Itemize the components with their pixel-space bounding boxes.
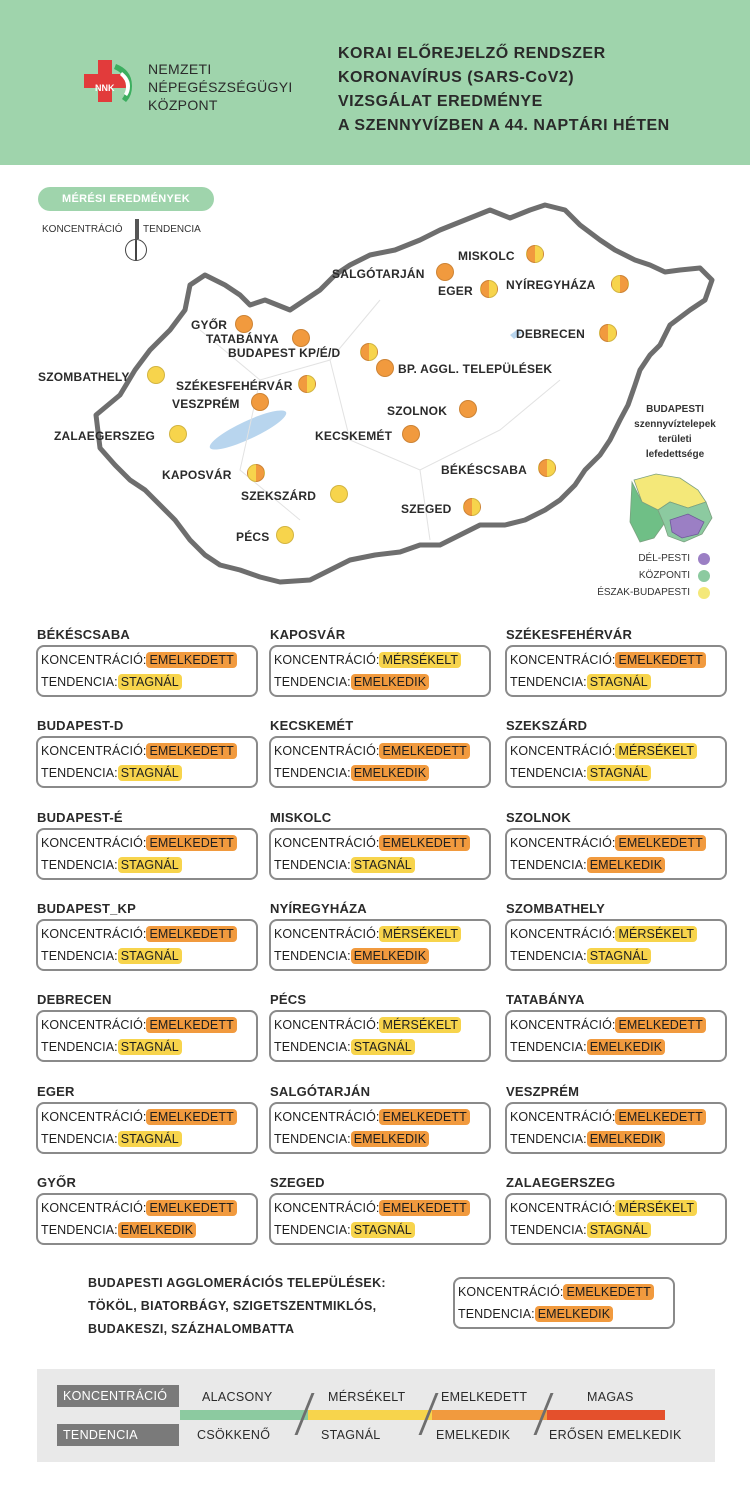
trend-row xyxy=(510,674,651,690)
status-dot-debrecen xyxy=(599,324,617,342)
station-title: SZEKSZÁRD xyxy=(506,718,588,733)
status-dot-szekesfehervar xyxy=(298,375,316,393)
nnk-cross-logo-icon xyxy=(78,58,140,112)
trend-row xyxy=(41,674,182,690)
concentration-prefix: KONCENTRÁCIÓ: xyxy=(41,744,147,758)
trend-row xyxy=(458,1306,613,1322)
concentration-prefix: KONCENTRÁCIÓ: xyxy=(274,927,380,941)
city-label-nyiregyhaza: NYÍREGYHÁZA xyxy=(506,278,596,292)
station-title: BUDAPEST-É xyxy=(37,810,123,825)
concentration-prefix: KONCENTRÁCIÓ: xyxy=(41,1201,147,1215)
legend-trend-emelkedik: EMELKEDIK xyxy=(436,1428,511,1442)
station-title: SZEGED xyxy=(270,1175,325,1190)
city-label-pecs: PÉCS xyxy=(236,530,270,544)
station-title: SALGÓTARJÁN xyxy=(270,1084,371,1099)
status-dot-nyiregyhaza xyxy=(611,275,629,293)
legend-trend-csokkeno: CSÖKKENŐ xyxy=(197,1428,271,1442)
status-dot-salgotarjan xyxy=(436,263,454,281)
trend-row xyxy=(510,1222,651,1238)
station-card xyxy=(505,1193,727,1245)
trend-row xyxy=(41,857,182,873)
budapest-coverage-line: szennyvíztelepek xyxy=(634,419,716,430)
legend-conc-emelkedett: EMELKEDETT xyxy=(441,1390,528,1404)
concentration-value: EMELKEDETT xyxy=(146,1109,236,1125)
city-label-bp-aggl: BP. AGGL. TELEPÜLÉSEK xyxy=(398,362,553,376)
status-dot-budapest xyxy=(360,343,378,361)
station-card xyxy=(36,1193,258,1245)
org-name-line: NEMZETI xyxy=(148,61,212,77)
concentration-row xyxy=(274,1200,470,1216)
concentration-value: EMELKEDETT xyxy=(615,1017,705,1033)
trend-prefix: TENDENCIA: xyxy=(274,858,351,872)
logo-badge-text: NNK xyxy=(95,83,115,93)
title-line: KORONAVÍRUS (SARS-CoV2) xyxy=(338,69,575,86)
station-title: BÉKÉSCSABA xyxy=(37,627,131,642)
city-label-szekesfehervar: SZÉKESFEHÉRVÁR xyxy=(176,379,293,393)
station-card xyxy=(269,919,491,971)
station-title: GYŐR xyxy=(37,1175,77,1190)
trend-prefix: TENDENCIA: xyxy=(41,1223,118,1237)
station-card xyxy=(269,736,491,788)
concentration-prefix: KONCENTRÁCIÓ: xyxy=(274,1018,380,1032)
station-title: DEBRECEN xyxy=(37,992,112,1007)
station-title: SZÉKESFEHÉRVÁR xyxy=(506,627,633,642)
trend-value: EMELKEDIK xyxy=(587,1039,665,1055)
trend-prefix: TENDENCIA: xyxy=(41,1132,118,1146)
concentration-prefix: KONCENTRÁCIÓ: xyxy=(510,653,616,667)
title-line: A SZENNYVÍZBEN A 44. NAPTÁRI HÉTEN xyxy=(338,117,670,134)
station-card xyxy=(505,828,727,880)
concentration-prefix: KONCENTRÁCIÓ: xyxy=(510,836,616,850)
legend-bar-green xyxy=(180,1410,308,1420)
station-title: VESZPRÉM xyxy=(506,1084,580,1099)
trend-value: EMELKEDIK xyxy=(535,1306,613,1322)
concentration-value: EMELKEDETT xyxy=(146,1017,236,1033)
bp-legend-del-pesti: DÉL-PESTI xyxy=(638,553,690,564)
trend-value: STAGNÁL xyxy=(587,1222,651,1238)
green-dot-icon xyxy=(698,570,710,582)
trend-prefix: TENDENCIA: xyxy=(274,1223,351,1237)
station-card xyxy=(36,1010,258,1062)
station-card xyxy=(505,736,727,788)
city-label-szombathely: SZOMBATHELY xyxy=(38,370,130,384)
legend-trend-erosen-emelkedik: ERŐSEN EMELKEDIK xyxy=(549,1428,682,1442)
concentration-prefix: KONCENTRÁCIÓ: xyxy=(41,927,147,941)
concentration-prefix: KONCENTRÁCIÓ: xyxy=(458,1285,564,1299)
station-title: EGER xyxy=(37,1084,75,1099)
concentration-row xyxy=(274,1017,461,1033)
trend-value: EMELKEDIK xyxy=(118,1222,196,1238)
trend-value: EMELKEDIK xyxy=(351,765,429,781)
trend-row xyxy=(274,1131,429,1147)
trend-prefix: TENDENCIA: xyxy=(510,858,587,872)
concentration-row xyxy=(510,1200,697,1216)
concentration-value: EMELKEDETT xyxy=(615,1109,705,1125)
concentration-prefix: KONCENTRÁCIÓ: xyxy=(41,836,147,850)
trend-row xyxy=(274,674,429,690)
trend-prefix: TENDENCIA: xyxy=(41,858,118,872)
trend-value: EMELKEDIK xyxy=(351,674,429,690)
trend-value: EMELKEDIK xyxy=(587,1131,665,1147)
status-dot-szeged xyxy=(463,498,481,516)
legend-conc-alacsony: ALACSONY xyxy=(202,1390,273,1404)
trend-prefix: TENDENCIA: xyxy=(41,766,118,780)
concentration-row xyxy=(41,652,237,668)
trend-prefix: TENDENCIA: xyxy=(274,949,351,963)
station-title: PÉCS xyxy=(270,992,307,1007)
city-label-debrecen: DEBRECEN xyxy=(516,327,585,341)
station-card xyxy=(269,828,491,880)
status-dot-zalaegerszeg xyxy=(169,425,187,443)
trend-value: STAGNÁL xyxy=(587,674,651,690)
city-label-bekescsaba: BÉKÉSCSABA xyxy=(441,463,528,477)
concentration-prefix: KONCENTRÁCIÓ: xyxy=(510,1110,616,1124)
concentration-row xyxy=(274,652,461,668)
budapest-coverage-map xyxy=(628,472,718,547)
trend-prefix: TENDENCIA: xyxy=(41,1040,118,1054)
station-card-agglomeration xyxy=(453,1277,675,1329)
concentration-prefix: KONCENTRÁCIÓ: xyxy=(41,1110,147,1124)
bp-legend-eszak-budapesti: ÉSZAK-BUDAPESTI xyxy=(597,587,690,598)
status-dot-miskolc xyxy=(526,245,544,263)
concentration-row xyxy=(510,926,697,942)
station-title: BUDAPEST-D xyxy=(37,718,124,733)
agglomeration-line: BUDAPESTI AGGLOMERÁCIÓS TELEPÜLÉSEK: xyxy=(88,1276,386,1290)
concentration-prefix: KONCENTRÁCIÓ: xyxy=(274,836,380,850)
trend-row xyxy=(510,1131,665,1147)
station-title: TATABÁNYA xyxy=(506,992,585,1007)
concentration-prefix: KONCENTRÁCIÓ: xyxy=(510,1018,616,1032)
trend-row xyxy=(41,1222,196,1238)
trend-prefix: TENDENCIA: xyxy=(510,1132,587,1146)
city-label-budapest: BUDAPEST KP/É/D xyxy=(228,346,341,360)
trend-value: STAGNÁL xyxy=(118,1131,182,1147)
city-label-szolnok: SZOLNOK xyxy=(387,404,448,418)
concentration-prefix: KONCENTRÁCIÓ: xyxy=(510,744,616,758)
trend-row xyxy=(41,948,182,964)
legend-concentration-title: KONCENTRÁCIÓ xyxy=(57,1385,179,1407)
key-concentration-label: KONCENTRÁCIÓ xyxy=(42,224,123,235)
title-line: VIZSGÁLAT EREDMÉNYE xyxy=(338,93,543,110)
concentration-row xyxy=(510,1017,706,1033)
trend-row xyxy=(510,1039,665,1055)
station-card xyxy=(269,1010,491,1062)
status-dot-kaposvar xyxy=(247,464,265,482)
concentration-prefix: KONCENTRÁCIÓ: xyxy=(41,653,147,667)
trend-row xyxy=(510,948,651,964)
trend-row xyxy=(274,1039,415,1055)
organization-name xyxy=(148,60,293,114)
concentration-prefix: KONCENTRÁCIÓ: xyxy=(510,1201,616,1215)
agglomeration-line: TÖKÖL, BIATORBÁGY, SZIGETSZENTMIKLÓS, xyxy=(88,1299,377,1313)
status-dot-szekszard xyxy=(330,485,348,503)
budapest-coverage-line: BUDAPESTI xyxy=(646,404,704,415)
city-label-eger: EGER xyxy=(438,284,473,298)
concentration-row xyxy=(41,1109,237,1125)
concentration-prefix: KONCENTRÁCIÓ: xyxy=(274,1201,380,1215)
station-card xyxy=(505,645,727,697)
yellow-dot-icon xyxy=(698,587,710,599)
city-label-tatabanya: TATABÁNYA xyxy=(206,332,279,346)
legend-bar-orange xyxy=(432,1410,547,1420)
concentration-prefix: KONCENTRÁCIÓ: xyxy=(274,653,380,667)
city-label-szeged: SZEGED xyxy=(401,502,452,516)
concentration-row xyxy=(41,835,237,851)
trend-prefix: TENDENCIA: xyxy=(274,675,351,689)
budapest-coverage-line: területi xyxy=(658,434,692,445)
trend-value: STAGNÁL xyxy=(118,765,182,781)
concentration-value: EMELKEDETT xyxy=(379,1109,469,1125)
concentration-value: EMELKEDETT xyxy=(563,1284,653,1300)
trend-prefix: TENDENCIA: xyxy=(274,766,351,780)
trend-row xyxy=(41,1039,182,1055)
trend-value: STAGNÁL xyxy=(351,857,415,873)
trend-row xyxy=(510,857,665,873)
city-label-zalaegerszeg: ZALAEGERSZEG xyxy=(54,429,156,443)
concentration-value: EMELKEDETT xyxy=(379,835,469,851)
trend-value: EMELKEDIK xyxy=(351,948,429,964)
concentration-row xyxy=(458,1284,654,1300)
station-card xyxy=(36,828,258,880)
station-card xyxy=(269,1102,491,1154)
station-card xyxy=(36,645,258,697)
station-card xyxy=(36,1102,258,1154)
concentration-value: EMELKEDETT xyxy=(146,652,236,668)
station-card xyxy=(269,645,491,697)
trend-value: STAGNÁL xyxy=(351,1039,415,1055)
station-title: BUDAPEST_KP xyxy=(37,901,136,916)
station-title: ZALAEGERSZEG xyxy=(506,1175,616,1190)
org-name-line: NÉPEGÉSZSÉGÜGYI xyxy=(148,79,293,95)
purple-dot-icon xyxy=(698,553,710,565)
bp-legend-kozponti: KÖZPONTI xyxy=(638,570,690,581)
title-line: KORAI ELŐREJELZŐ RENDSZER xyxy=(338,45,606,62)
trend-prefix: TENDENCIA: xyxy=(510,949,587,963)
trend-prefix: TENDENCIA: xyxy=(41,675,118,689)
concentration-prefix: KONCENTRÁCIÓ: xyxy=(41,1018,147,1032)
header-banner xyxy=(0,0,750,165)
concentration-row xyxy=(510,743,697,759)
legend-bar-red xyxy=(547,1410,665,1420)
city-label-szekszard: SZEKSZÁRD xyxy=(241,489,317,503)
station-title: MISKOLC xyxy=(270,810,332,825)
concentration-row xyxy=(274,835,470,851)
concentration-row xyxy=(41,1017,237,1033)
trend-value: STAGNÁL xyxy=(587,765,651,781)
trend-value: STAGNÁL xyxy=(118,1039,182,1055)
status-dot-gyor xyxy=(235,315,253,333)
concentration-prefix: KONCENTRÁCIÓ: xyxy=(510,927,616,941)
section-label-meresi: MÉRÉSI EREDMÉNYEK xyxy=(38,187,214,211)
trend-value: STAGNÁL xyxy=(587,948,651,964)
trend-prefix: TENDENCIA: xyxy=(510,1040,587,1054)
concentration-row xyxy=(274,926,461,942)
concentration-value: MÉRSÉKELT xyxy=(379,1017,461,1033)
trend-row xyxy=(274,765,429,781)
concentration-value: EMELKEDETT xyxy=(146,926,236,942)
trend-prefix: TENDENCIA: xyxy=(458,1307,535,1321)
trend-row xyxy=(41,765,182,781)
trend-row xyxy=(41,1131,182,1147)
status-dot-tatabanya xyxy=(292,329,310,347)
budapest-coverage-line: lefedettsége xyxy=(645,449,705,460)
city-label-veszprem: VESZPRÉM xyxy=(172,397,240,411)
trend-prefix: TENDENCIA: xyxy=(510,675,587,689)
concentration-row xyxy=(41,743,237,759)
status-dot-pecs xyxy=(276,526,294,544)
concentration-value: MÉRSÉKELT xyxy=(379,652,461,668)
status-dot-bp-aggl xyxy=(376,359,394,377)
concentration-value: MÉRSÉKELT xyxy=(379,926,461,942)
station-title: KECSKEMÉT xyxy=(270,718,354,733)
concentration-value: EMELKEDETT xyxy=(615,835,705,851)
concentration-value: EMELKEDETT xyxy=(146,743,236,759)
concentration-row xyxy=(510,652,706,668)
legend-conc-magas: MAGAS xyxy=(587,1390,634,1404)
concentration-value: MÉRSÉKELT xyxy=(615,743,697,759)
station-card xyxy=(36,736,258,788)
org-name-line: KÖZPONT xyxy=(148,97,218,113)
city-label-kaposvar: KAPOSVÁR xyxy=(162,468,232,482)
trend-value: STAGNÁL xyxy=(351,1222,415,1238)
status-dot-szombathely xyxy=(147,366,165,384)
key-trend-label: TENDENCIA xyxy=(143,224,201,235)
city-label-miskolc: MISKOLC xyxy=(458,249,515,263)
station-card xyxy=(505,1010,727,1062)
page-title xyxy=(338,42,670,138)
concentration-row xyxy=(510,1109,706,1125)
concentration-value: EMELKEDETT xyxy=(379,743,469,759)
city-label-salgotarjan: SALGÓTARJÁN xyxy=(332,267,425,281)
trend-row xyxy=(274,948,429,964)
station-title: NYÍREGYHÁZA xyxy=(270,901,367,916)
station-card xyxy=(269,1193,491,1245)
concentration-value: MÉRSÉKELT xyxy=(615,1200,697,1216)
trend-row xyxy=(274,1222,415,1238)
concentration-row xyxy=(41,1200,237,1216)
budapest-coverage-title xyxy=(620,402,730,462)
trend-value: STAGNÁL xyxy=(118,857,182,873)
status-dot-szolnok xyxy=(459,400,477,418)
concentration-row xyxy=(274,1109,470,1125)
concentration-value: EMELKEDETT xyxy=(146,1200,236,1216)
station-title: SZOMBATHELY xyxy=(506,901,605,916)
station-title: SZOLNOK xyxy=(506,810,571,825)
legend-trend-title: TENDENCIA xyxy=(57,1424,179,1446)
trend-prefix: TENDENCIA: xyxy=(41,949,118,963)
concentration-prefix: KONCENTRÁCIÓ: xyxy=(274,1110,380,1124)
concentration-row xyxy=(41,926,237,942)
city-label-gyor: GYŐR xyxy=(191,318,228,332)
city-label-kecskemet: KECSKEMÉT xyxy=(315,429,393,443)
legend-panel xyxy=(37,1369,715,1462)
status-dot-kecskemet xyxy=(402,425,420,443)
agglomeration-line: BUDAKESZI, SZÁZHALOMBATTA xyxy=(88,1322,295,1336)
trend-row xyxy=(510,765,651,781)
concentration-prefix: KONCENTRÁCIÓ: xyxy=(274,744,380,758)
station-card xyxy=(36,919,258,971)
trend-value: EMELKEDIK xyxy=(351,1131,429,1147)
concentration-value: EMELKEDETT xyxy=(615,652,705,668)
trend-value: EMELKEDIK xyxy=(587,857,665,873)
status-dot-veszprem xyxy=(251,393,269,411)
agglomeration-text xyxy=(88,1272,386,1341)
concentration-row xyxy=(510,835,706,851)
status-dot-eger xyxy=(480,280,498,298)
concentration-row xyxy=(274,743,470,759)
concentration-value: EMELKEDETT xyxy=(146,835,236,851)
legend-trend-stagnal: STAGNÁL xyxy=(321,1428,381,1442)
trend-row xyxy=(274,857,415,873)
legend-conc-merseklet: MÉRSÉKELT xyxy=(328,1390,406,1404)
trend-prefix: TENDENCIA: xyxy=(274,1040,351,1054)
concentration-value: MÉRSÉKELT xyxy=(615,926,697,942)
station-title: KAPOSVÁR xyxy=(270,627,346,642)
trend-prefix: TENDENCIA: xyxy=(274,1132,351,1146)
concentration-value: EMELKEDETT xyxy=(379,1200,469,1216)
hungary-map xyxy=(0,160,750,620)
trend-value: STAGNÁL xyxy=(118,948,182,964)
station-card xyxy=(505,1102,727,1154)
station-card xyxy=(505,919,727,971)
status-dot-bekescsaba xyxy=(538,459,556,477)
hungary-outline xyxy=(96,205,712,582)
legend-bar-yellow xyxy=(308,1410,432,1420)
trend-prefix: TENDENCIA: xyxy=(510,766,587,780)
trend-prefix: TENDENCIA: xyxy=(510,1223,587,1237)
trend-value: STAGNÁL xyxy=(118,674,182,690)
